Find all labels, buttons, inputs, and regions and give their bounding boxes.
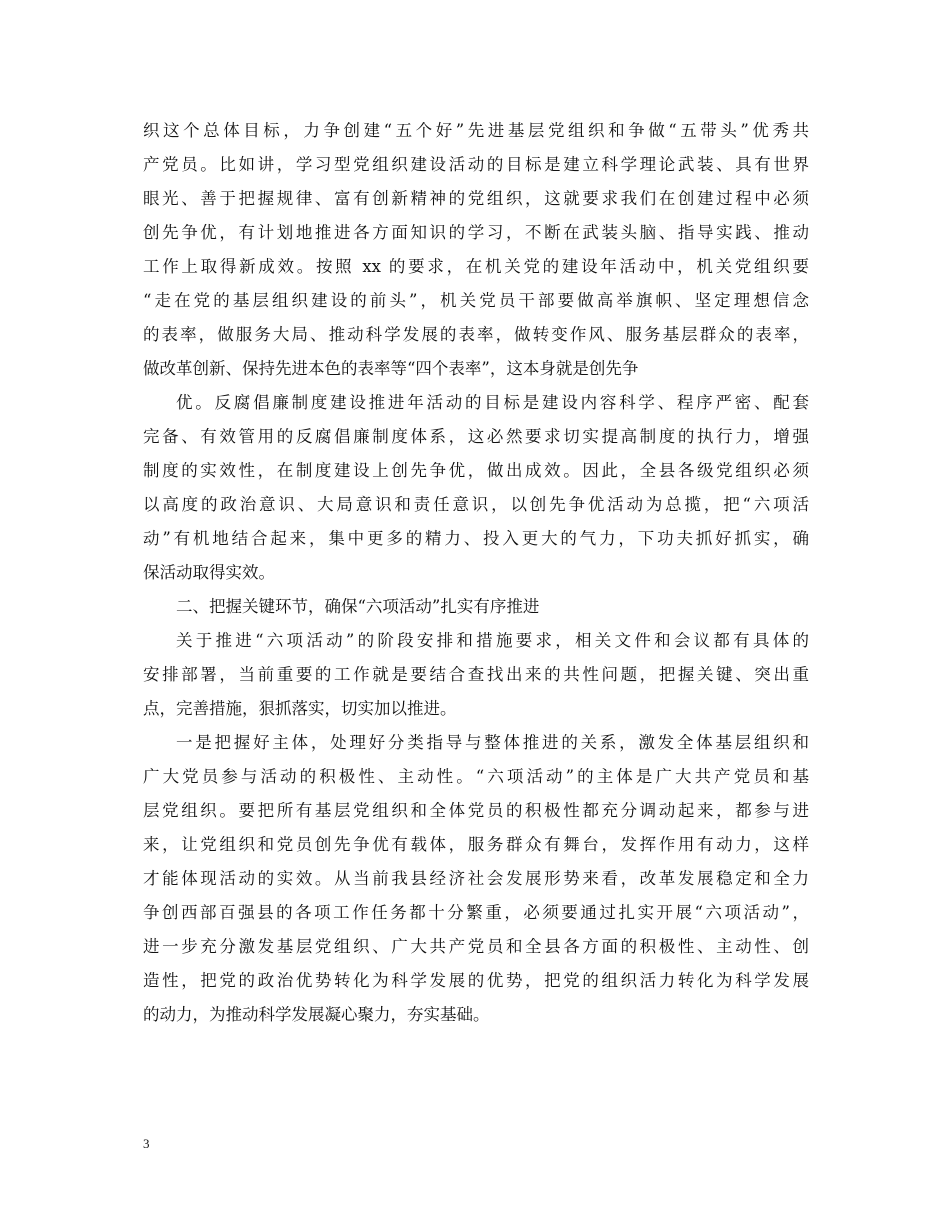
body-text (143, 114, 809, 1032)
text-line: 保活动取得实效。 (143, 563, 275, 582)
text-line: 眼光、善于把握规律、富有创新精神的党组织，这就要求我们在创建过程中必须 (143, 189, 809, 208)
text-line: 一是把握好主体，处理好分类指导与整体推进的关系，激发全体基层组织和 (176, 733, 809, 752)
text-line: 织这个总体目标，力争创建“五个好”先进基层党组织和争做“五带头”优秀共 (143, 121, 809, 140)
text-line: 关于推进“六项活动”的阶段安排和措施要求，相关文件和会议都有具体的 (176, 631, 809, 650)
text-line: 以高度的政治意识、大局意识和责任意识，以创先争优活动为总揽，把“六项活 (143, 495, 809, 514)
text-line: 完备、有效管用的反腐倡廉制度体系，这必然要求切实提高制度的执行力，增强 (143, 427, 809, 446)
text-line: 争创西部百强县的各项工作任务都十分繁重，必须要通过扎实开展“六项活动”， (143, 903, 809, 922)
text-line: 来，让党组织和党员创先争优有载体，服务群众有舞台，发挥作用有动力，这样 (143, 835, 809, 854)
text-line: 优。反腐倡廉制度建设推进年活动的目标是建设内容科学、程序严密、配套 (176, 393, 809, 412)
text-line: 动”有机地结合起来，集中更多的精力、投入更大的气力，下功夫抓好抓实，确 (143, 529, 809, 548)
text-line: 广大党员参与活动的积极性、主动性。“六项活动”的主体是广大共产党员和基 (143, 767, 809, 786)
text-line: 的动力，为推动科学发展凝心聚力，夯实基础。 (143, 1005, 490, 1024)
text-line: 创先争优，有计划地推进各方面知识的学习，不断在武装头脑、指导实践、推动 (143, 223, 809, 242)
text-line: 层党组织。要把所有基层党组织和全体党员的积极性都充分调动起来，都参与进 (143, 801, 809, 820)
text-line: 制度的实效性，在制度建设上创先争优，做出成效。因此，全县各级党组织必须 (143, 461, 809, 480)
text-line: 的表率，做服务大局、推动科学发展的表率，做转变作风、服务基层群众的表率， (143, 325, 809, 344)
text-line: 点，完善措施，狠抓落实，切实加以推进。 (143, 699, 457, 718)
text-line: 工作上取得新成效。按照 xx 的要求，在机关党的建设年活动中，机关党组织要 (143, 257, 809, 276)
text-line: 才能体现活动的实效。从当前我县经济社会发展形势来看，改革发展稳定和全力 (143, 869, 809, 888)
text-line: 安排部署，当前重要的工作就是要结合查找出来的共性问题，把握关键、突出重 (143, 665, 809, 684)
text-line: “走在党的基层组织建设的前头”，机关党员干部要做高举旗帜、坚定理想信念 (143, 291, 809, 310)
text-line: 造性，把党的政治优势转化为科学发展的优势，把党的组织活力转化为科学发展 (143, 971, 809, 990)
text-line: 做改革创新、保持先进本色的表率等“四个表率”，这本身就是创先争 (143, 359, 639, 378)
text-line: 二、把握关键环节，确保“六项活动”扎实有序推进 (176, 597, 540, 616)
page-number: 3 (143, 1136, 150, 1151)
text-line: 产党员。比如讲，学习型党组织建设活动的目标是建立科学理论武装、具有世界 (143, 155, 809, 174)
text-line: 进一步充分激发基层党组织、广大共产党员和全县各方面的积极性、主动性、创 (143, 937, 809, 956)
